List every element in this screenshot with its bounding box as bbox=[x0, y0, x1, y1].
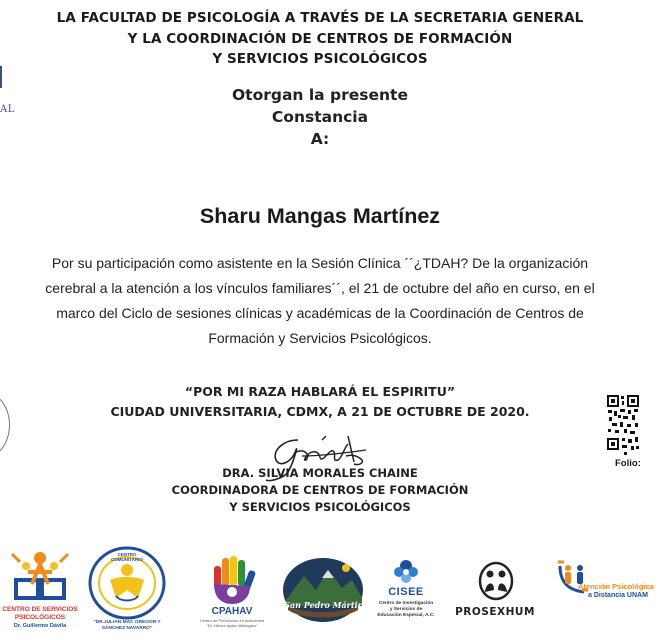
logo2-ring-bottom-1: "DR.JULIÁN MAC GREGOR Y bbox=[93, 620, 161, 625]
signer-title-1: COORDINADORA DE CENTROS DE FORMACIÓN bbox=[171, 483, 469, 497]
logo7-line2: a Distancia UNAM bbox=[588, 592, 648, 599]
logo1-line3: Dr. Guillermo Dávila bbox=[13, 623, 67, 629]
cropped-logo-text: AL bbox=[0, 104, 15, 115]
grant-line-3: A: bbox=[310, 130, 330, 148]
folio-label: Folio: bbox=[615, 458, 641, 469]
body-line-1: Por su participación como asistente en la Sesión Clínica ´´¿TDAH? De la organización bbox=[51, 255, 589, 271]
prosexhum-figures-icon bbox=[478, 562, 514, 600]
mountain-landscape-icon bbox=[282, 556, 364, 622]
logo5-sub-2: y Servicios de bbox=[389, 607, 423, 612]
logo3-sub-2: "Dr. Héctor Ayala Velázquez" bbox=[206, 623, 258, 628]
logo-prosexhum bbox=[448, 562, 542, 622]
logo4-name: San Pedro Mártir bbox=[284, 600, 362, 610]
logo2-ring-top: CENTRO COMUNITARIO bbox=[111, 552, 143, 562]
header-line-1: LA FACULTAD DE PSICOLOGÍA A TRAVÉS DE LA SECRETARIA GENERAL bbox=[56, 10, 584, 26]
body-line-2: cerebral a la atención a los vínculos familiares´´, el 21 de octubre del año en curso, en el bbox=[45, 280, 595, 296]
place-date: CIUDAD UNIVERSITARIA, CDMX, A 21 DE OCTUBRE DE 2020. bbox=[110, 404, 530, 419]
signer-title-2: Y SERVICIOS PSICOLÓGICOS bbox=[229, 500, 411, 514]
logo7-line1: Atención Psicológica bbox=[578, 582, 654, 591]
logo6-name: PROSEXHUM bbox=[455, 606, 535, 618]
logo5-name: CISEE bbox=[388, 586, 424, 598]
header-line-2: Y LA COORDINACIÓN DE CENTROS DE FORMACIÓN bbox=[127, 31, 513, 47]
logo-atencion-psicologica-distancia bbox=[552, 560, 654, 630]
grant-line-1: Otorgan la presente bbox=[232, 86, 408, 104]
body-line-3: marco del Ciclo de sesiones clínicas y académicas de la Coordinación de Centros de bbox=[56, 305, 584, 321]
logo-cisee bbox=[370, 556, 442, 636]
psicologia-figures-icon bbox=[8, 550, 72, 604]
qr-code-icon bbox=[606, 394, 640, 458]
recipient-name: Sharu Mangas Martínez bbox=[199, 204, 441, 228]
logo-centro-comunitario bbox=[84, 546, 170, 640]
hand-icon bbox=[208, 554, 256, 606]
signer-name: DRA. SILVIA MORALES CHAINE bbox=[222, 466, 418, 480]
logo-san-pedro-martir bbox=[282, 556, 364, 626]
logo-centro-servicios-psicologicos bbox=[0, 548, 80, 640]
logo3-name: CPAHAV bbox=[211, 606, 253, 617]
logo3-sub-1: Centro de Prevención en Adicciones bbox=[199, 618, 265, 623]
motto: “POR MI RAZA HABLARÁ EL ESPIRITU” bbox=[184, 384, 456, 399]
logo1-line2: PSICOLÓGICOS bbox=[14, 614, 66, 621]
cisee-flower-icon bbox=[392, 556, 420, 586]
header-line-3: Y SERVICIOS PSICOLÓGICOS bbox=[212, 51, 428, 67]
logo5-sub-3: Educación Especial, A.C. bbox=[377, 613, 435, 618]
logo-cpahav bbox=[194, 554, 270, 640]
grant-line-2: Constancia bbox=[271, 108, 369, 126]
logo5-sub-1: Centro de Investigación bbox=[378, 601, 434, 606]
body-line-4: Formación y Servicios Psicológicos. bbox=[208, 330, 432, 346]
logo2-ring-bottom-2: SÁNCHEZ NAVARRO" bbox=[101, 626, 153, 631]
logo1-line1: CENTRO DE SERVICIOS bbox=[2, 606, 78, 613]
